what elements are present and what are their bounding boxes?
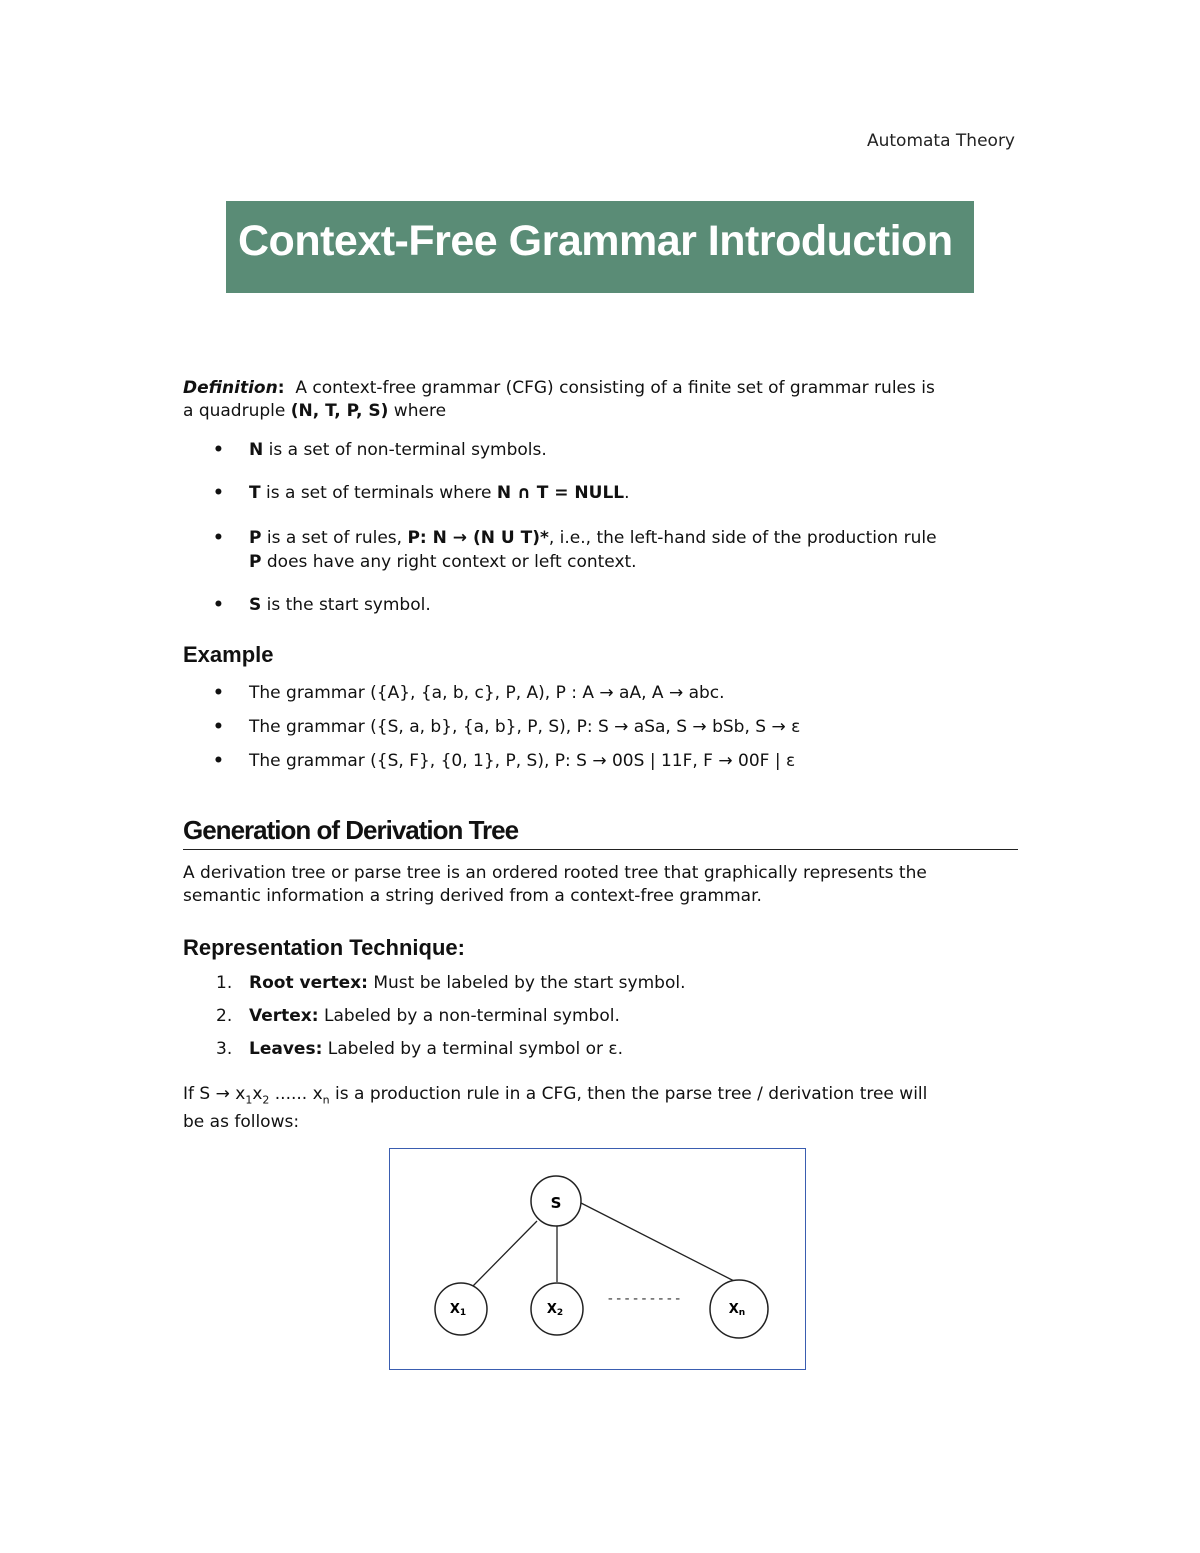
production-text: ...... x [269, 1084, 323, 1104]
title-banner [226, 201, 974, 293]
def-item-symbol: N [249, 440, 264, 460]
bullet-icon: • [213, 717, 224, 737]
child-label-2: X2 [546, 1302, 564, 1318]
def-item-symbol: P [249, 552, 262, 572]
production-text: x [252, 1084, 263, 1104]
generation-line-1: A derivation tree or parse tree is an ordered rooted tree that graphically represents the [183, 863, 927, 883]
def-item-text: , i.e., the left-hand side of the production rule [548, 528, 937, 548]
item-number: 2. [216, 1006, 233, 1026]
bullet-icon: • [213, 440, 224, 460]
child-label-n: Xn [728, 1302, 746, 1318]
definition-label: Definition [183, 378, 278, 398]
example-text: The grammar ({A}, {a, b, c}, P, A), P : A → aA, A → abc. [249, 683, 725, 703]
child-label-1: X1 [449, 1302, 467, 1318]
section-divider [183, 849, 1018, 850]
example-heading: Example [183, 642, 274, 667]
representation-heading: Representation Technique: [183, 935, 465, 960]
production-text: is a production rule in a CFG, then the parse tree / derivation tree will [329, 1084, 928, 1104]
def-item-formula: N ∩ T = NULL [496, 483, 625, 503]
example-text: The grammar ({S, F}, {0, 1}, P, S), P: S → 00S | 11F, F → 00F | ε [249, 751, 796, 771]
item-term: Root vertex: [249, 973, 368, 993]
def-item-text: does have any right context or left context. [261, 552, 637, 572]
bullet-icon: • [213, 683, 224, 703]
generation-heading: Generation of Derivation Tree [183, 815, 519, 845]
item-term: Vertex: [249, 1006, 319, 1026]
root-label: S [550, 1194, 562, 1212]
definition-paragraph [183, 377, 1018, 423]
production-line-2: be as follows: [183, 1112, 300, 1133]
definition-text-2: a quadruple [183, 401, 291, 421]
page-title: Context-Free Grammar Introduction [238, 217, 953, 265]
definition-text-1: A context-free grammar (CFG) consisting of a finite set of grammar rules is [295, 378, 935, 398]
definition-line-1 [183, 377, 1018, 400]
def-item-text: . [624, 483, 630, 503]
derivation-tree-diagram [389, 1148, 806, 1370]
example-text: The grammar ({S, a, b}, {a, b}, P, S), P: S → aSa, S → bSb, S → ε [249, 717, 801, 737]
edge-s-x1 [472, 1221, 537, 1287]
item-number: 1. [216, 973, 233, 993]
item-number: 3. [216, 1039, 233, 1059]
bullet-icon: • [213, 483, 224, 503]
bullet-icon: • [213, 751, 224, 771]
item-text: Labeled by a terminal symbol or ε. [322, 1039, 623, 1059]
def-item-symbol: S [249, 595, 262, 615]
subscript: 2 [262, 1093, 270, 1107]
running-header: Automata Theory [866, 131, 1015, 151]
subscript: 1 [245, 1093, 253, 1107]
def-item-text: is a set of terminals where [260, 483, 497, 503]
item-text: Must be labeled by the start symbol. [367, 973, 686, 993]
derivation-tree-svg [390, 1149, 807, 1371]
production-text: If S → x [183, 1084, 246, 1104]
def-item-symbol: P [249, 528, 262, 548]
def-item-text: is a set of rules, [261, 528, 408, 548]
production-paragraph [183, 1083, 1018, 1134]
bullet-icon: • [213, 595, 224, 615]
item-term: Leaves: [249, 1039, 323, 1059]
def-item-formula: P: N → (N U T)* [407, 528, 549, 548]
definition-text-3: where [388, 401, 447, 421]
quadruple-tuple: (N, T, P, S) [290, 401, 389, 421]
item-text: Labeled by a non-terminal symbol. [318, 1006, 620, 1026]
bullet-icon: • [213, 528, 224, 548]
production-line-1 [183, 1083, 1018, 1111]
definition-colon: : [277, 378, 285, 398]
edge-s-xn [581, 1203, 738, 1283]
def-item-symbol: T [249, 483, 261, 503]
generation-line-2: semantic information a string derived from a context-free grammar. [183, 886, 762, 906]
subscript: n [322, 1093, 330, 1107]
ellipsis-label: --------- [606, 1291, 682, 1307]
def-item-text: is the start symbol. [261, 595, 431, 615]
def-item-text: is a set of non-terminal symbols. [263, 440, 547, 460]
generation-paragraph [183, 862, 1018, 908]
definition-line-2 [183, 400, 1018, 423]
